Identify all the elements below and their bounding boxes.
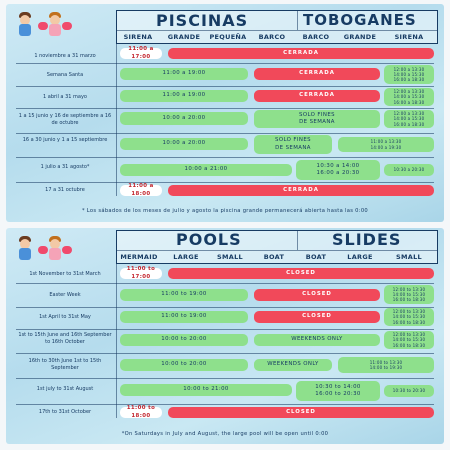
column-boat: BOAT	[263, 253, 285, 261]
row-label: 1st April to 31st May	[39, 314, 91, 320]
slide-hours-bar: 11:00 a 13:30 14:00 a 19:30	[338, 137, 434, 152]
weekends-only-bar: SOLO FINES DE SEMANA	[254, 135, 332, 154]
hours-bar: 11:00 to 17:00	[120, 268, 162, 279]
slides-title: SLIDES	[332, 230, 402, 249]
hours-bar: 11:00 a 19:00	[120, 90, 248, 102]
slide-hours-bar: 12:00 to 13:30 14:00 to 15:30 16:00 to 18:30	[384, 331, 434, 349]
column-slide-large: LARGE	[347, 253, 373, 261]
hours-bar: 10:00 to 20:00	[120, 359, 248, 371]
hours-bar: 11:00 a 17:00	[120, 48, 162, 59]
schedule-panel-english	[6, 228, 444, 444]
row-label: 1 julio a 31 agosto*	[40, 164, 90, 170]
hours-bar: 11:00 a 18:00	[120, 185, 162, 196]
column-large: GRANDE	[167, 33, 201, 41]
schedule-panel-spanish	[6, 4, 444, 222]
row-label: 1 noviembre a 31 marzo	[34, 53, 96, 59]
slide-hours-bar: 10:30 to 14:00 16:00 to 20:30	[296, 381, 380, 401]
slide-hours-bar: 10:30 a 14:00 16:00 a 20:30	[296, 160, 380, 180]
hours-bar: 10:00 a 20:00	[120, 138, 248, 150]
closed-bar: CLOSED	[168, 407, 434, 418]
row-label: 17 a 31 octubre	[45, 187, 85, 193]
row-label: 1st to 15th June and 16th September to 16th October	[18, 332, 112, 345]
slide-hours-bar: 10:30 a 20:30	[384, 164, 434, 176]
closed-bar: CERRADA	[168, 185, 434, 196]
column-slide-small: SMALL	[396, 253, 422, 261]
closed-bar: CLOSED	[168, 268, 434, 279]
footnote: *On Saturdays in July and August, the large pool will be open until 0:00	[121, 431, 329, 437]
slide-hours-bar: 12:00 a 13:30 14:00 a 15:30 16:00 a 18:30	[384, 65, 434, 84]
slide-hours-bar: 10:30 to 20:30	[384, 385, 434, 397]
weekends-only-bar: WEEKENDS ONLY	[254, 334, 380, 346]
children-swimming-icon	[16, 234, 96, 264]
row-label: 1 a 15 junio y 16 de septiembre a 16 de octubre	[18, 113, 112, 126]
hours-bar: 10:00 a 21:00	[120, 164, 292, 176]
row-label: 17th to 31st October	[38, 409, 92, 415]
column-slide-boat: BOAT	[305, 253, 327, 261]
row-label: Easter Week	[49, 292, 81, 298]
row-label: 16th to 30th June 1st to 15th September	[28, 358, 102, 371]
hours-bar: 10:00 a 20:00	[120, 112, 248, 125]
row-label: 1 abril a 31 mayo	[43, 94, 87, 100]
row-label: 16 a 30 junio y 1 a 15 septiembre	[22, 137, 108, 143]
column-slide-mermaid: SIRENA	[394, 33, 424, 41]
closed-bar: CERRADA	[254, 68, 380, 80]
closed-bar: CLOSED	[254, 289, 380, 301]
column-boat: BARCO	[258, 33, 286, 41]
column-mermaid: MERMAID	[120, 253, 158, 261]
row-label: 1st july to 31st August	[36, 386, 94, 392]
hours-bar: 11:00 to 18:00	[120, 407, 162, 418]
slide-hours-bar: 12:00 a 13:30 14:00 a 15:30 16:00 a 18:30	[384, 110, 434, 128]
weekends-only-bar: SOLO FINES DE SEMANA	[254, 110, 380, 128]
hours-bar: 10:00 to 20:00	[120, 334, 248, 346]
hours-bar: 11:00 to 19:00	[120, 311, 248, 323]
closed-bar: CERRADA	[254, 90, 380, 102]
slides-title: TOBOGANES	[303, 11, 417, 29]
hours-bar: 11:00 to 19:00	[120, 289, 248, 301]
pools-title: POOLS	[176, 230, 242, 249]
column-small: SMALL	[217, 253, 243, 261]
closed-bar: CLOSED	[254, 311, 380, 323]
children-swimming-icon	[16, 10, 96, 40]
slide-hours-bar: 11:00 to 13:30 14:00 to 19:30	[338, 357, 434, 373]
closed-bar: CERRADA	[168, 48, 434, 59]
row-label: 1st November to 31st March	[29, 271, 101, 277]
row-label: Semana Santa	[46, 72, 84, 78]
column-mermaid: SIRENA	[123, 33, 153, 41]
column-small: PEQUEÑA	[209, 33, 247, 41]
footnote: * Los sábados de los meses de julio y agosto la piscina grande permanecerá abierta hasta las 0:00	[81, 208, 369, 214]
slide-hours-bar: 12:00 to 13:30 14:00 to 15:30 16:00 to 18:30	[384, 308, 434, 326]
slide-hours-bar: 12:00 to 13:30 14:00 to 15:30 16:00 to 18:30	[384, 285, 434, 304]
hours-bar: 11:00 a 19:00	[120, 68, 248, 80]
pools-title: PISCINAS	[156, 11, 249, 30]
weekends-only-bar: WEEKENDS ONLY	[254, 359, 332, 371]
column-slide-boat: BARCO	[302, 33, 330, 41]
hours-bar: 10:00 to 21:00	[120, 384, 292, 396]
column-large: LARGE	[173, 253, 199, 261]
slide-hours-bar: 12:00 a 13:30 14:00 a 15:30 16:00 a 18:30	[384, 88, 434, 106]
column-slide-large: GRANDE	[343, 33, 377, 41]
